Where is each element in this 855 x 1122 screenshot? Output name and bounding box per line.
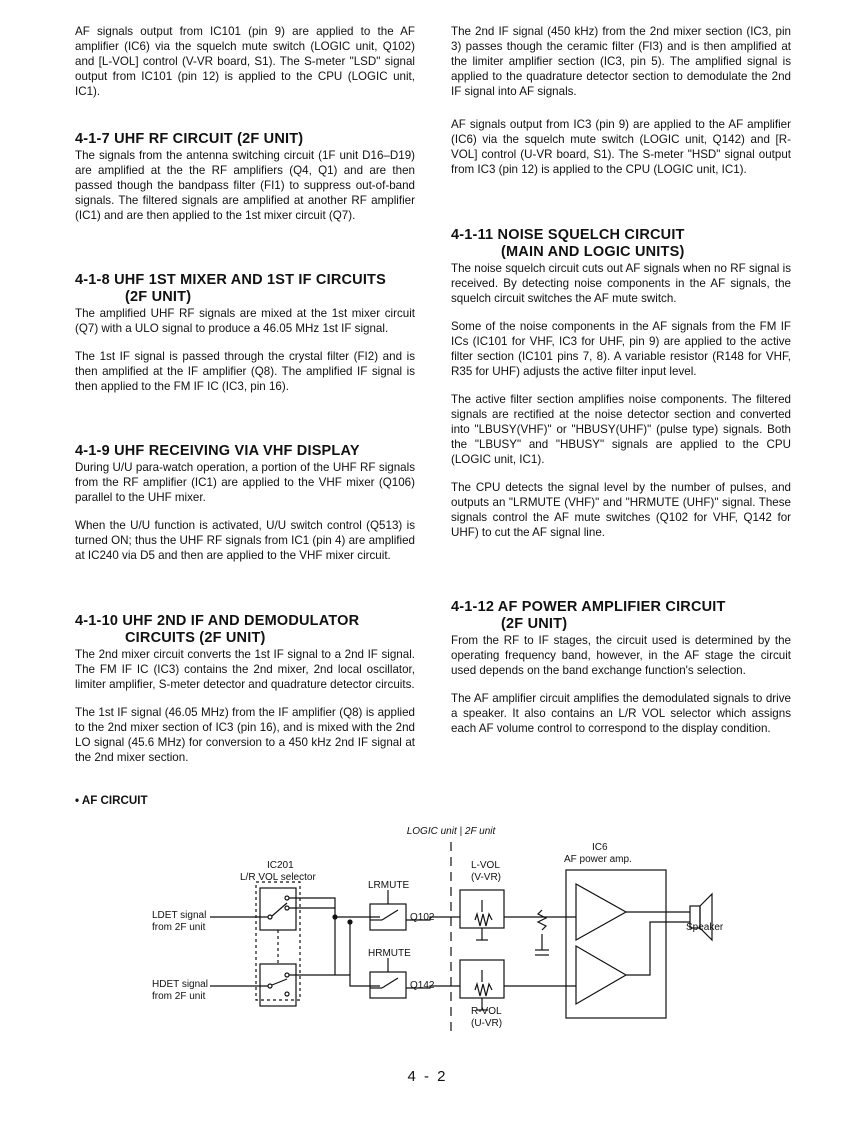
switch-contact <box>285 906 289 910</box>
hrmute-label: HRMUTE <box>368 948 411 959</box>
ic6-label: IC6 <box>592 842 608 853</box>
heading-line-2: CIRCUITS (2F UNIT) <box>125 630 266 646</box>
paragraph-text: Some of the noise components in the AF signals from the FM IF ICs (IC101 for VHF, IC3 for UHF, pin 9) are applied to the active filter section (IC101 pins 7, 8). A variable resistor (R148 for VHF, R35 for UHF) adjusts the active filter input level. <box>451 320 791 378</box>
section-4-1-7 <box>75 131 415 223</box>
section-heading <box>451 599 791 633</box>
paragraph-text: AF signals output from IC3 (pin 9) are applied to the AF amplifier (IC6) via the squelch mute switch (LOGIC unit, Q142) and [R-VOL] control (U-VR board, S1). The S-meter "HSD" signal output from IC3 (pin 12) is applied to the CPU (LOGIC unit, IC1). <box>451 118 791 176</box>
heading-line-2: (MAIN AND LOGIC UNITS) <box>501 244 685 260</box>
paragraph-text: From the RF to IF stages, the circuit used is determined by the operating frequency band, however, in the AF stage the circuit used depends on the band exchange function's selection. <box>451 634 791 677</box>
paragraph-text: The active filter section amplifies noise components. The filtered signals are rectified at the noise detector section and converted into "LBUSY(VHF)" or "HBUSY(UHF)" (pulse type) signals. Both the "LBUSY" and "HBUSY" signals are applied to the CPU (LOGIC unit, IC1). <box>451 393 791 466</box>
ldet-label-2: from 2F unit <box>152 922 206 933</box>
rvol-resistor <box>475 984 492 996</box>
switch-contact <box>285 973 289 977</box>
paragraph <box>451 24 791 99</box>
wire <box>289 975 380 986</box>
af-circuit-heading: • AF CIRCUIT <box>75 794 148 807</box>
heading-line-1: 4-1-12 AF POWER AMPLIFIER CIRCUIT <box>451 599 726 615</box>
paragraph-text: The AF amplifier circuit amplifies the demodulated signals to drive a speaker. It also contains an L/R VOL selector which assigns each AF volume control to correspond to the display condition. <box>451 692 791 735</box>
switch-contact <box>285 992 289 996</box>
ic201-desc: L/R VOL selector <box>240 872 316 883</box>
paragraph-text: The 2nd mixer circuit converts the 1st IF signal to a 2nd IF signal. The FM IF IC (IC3) contains the 2nd mixer, 2nd local oscillator, limiter amplifier, S-meter detector and quadrature detector circuits. <box>75 648 415 691</box>
bias-resistor <box>538 910 546 930</box>
switch-blade <box>272 903 287 916</box>
section-heading <box>75 272 415 306</box>
heading-line-1: 4-1-8 UHF 1ST MIXER AND 1ST IF CIRCUITS <box>75 272 386 288</box>
ic6-desc: AF power amp. <box>564 854 632 865</box>
lrmute-label: LRMUTE <box>368 880 410 891</box>
switch-contact <box>268 984 272 988</box>
hdet-label-2: from 2F unit <box>152 991 206 1002</box>
section-4-1-10 <box>75 613 415 765</box>
ic201-switch-top <box>260 888 296 930</box>
af-circuit-diagram <box>130 822 750 1037</box>
junction-dot <box>348 920 352 924</box>
ic6-outline <box>566 870 666 1018</box>
heading-line-2: (2F UNIT) <box>125 289 192 305</box>
section-4-1-11 <box>451 227 791 540</box>
amp-triangle-bottom <box>576 946 626 1004</box>
ic201-label: IC201 <box>267 860 294 871</box>
speaker-label: Speaker <box>686 922 724 933</box>
paragraph-text: The 2nd IF signal (450 kHz) from the 2nd mixer section (IC3, pin 3) passes though the ceramic filter (FI3) and is then amplified at the limiter amplifier section (IC3, pin 5). The amplified signal is applied to the quadrature detector section to demodulate the 2nd IF signal into AF signals. <box>451 25 791 98</box>
paragraph-text: The 1st IF signal is passed through the crystal filter (FI2) and is then amplified at the IF amplifier (Q8). The amplified IF signal is then applied to the FM IF IC (IC3, pin 16). <box>75 350 415 393</box>
paragraph <box>451 117 791 177</box>
heading-line-1: 4-1-10 UHF 2ND IF AND DEMODULATOR <box>75 613 360 629</box>
q142-switch <box>370 972 406 998</box>
section-4-1-12 <box>451 599 791 736</box>
q102-label: Q102 <box>410 912 435 923</box>
speaker-icon <box>700 894 712 940</box>
switch-contact <box>268 915 272 919</box>
section-heading: 4-1-9 UHF RECEIVING VIA VHF DISPLAY <box>75 443 360 459</box>
lvol-label-2: (V-VR) <box>471 872 501 883</box>
hdet-label: HDET signal <box>152 979 208 990</box>
paragraph-text: The signals from the antenna switching circuit (1F unit D16–D19) are amplified at the the RF amplifiers (Q4, Q1) and are then passed though the bandpass filter (FI1) to suppress out-of-band signals. The filtered signals are amplified at another RF amplifier (IC1) and are then applied to the 1st mixer circuit (Q7). <box>75 149 415 222</box>
heading-line-1: 4-1-11 NOISE SQUELCH CIRCUIT <box>451 227 685 243</box>
q142-label: Q142 <box>410 980 435 991</box>
switch-blade <box>272 979 287 985</box>
paragraph-text: The noise squelch circuit cuts out AF signals when no RF signal is received. By detecting noise components in the AF signals, the squelch circuit switches the AF mute switch. <box>451 262 791 305</box>
paragraph-text: When the U/U function is activated, U/U switch control (Q513) is turned ON; thus the UHF RF signals from IC1 (pin 4) are amplified at IC240 via D5 and then are applied to the VHF mixer circuit. <box>75 519 415 562</box>
switch-blade <box>382 910 398 920</box>
lvol-label: L-VOL <box>471 860 500 871</box>
paragraph-text: AF signals output from IC101 (pin 9) are applied to the AF amplifier (IC6) via the squelch mute switch (LOGIC unit, Q102) and [L-VOL] control (V-VR board, S1). The S-meter "LSD" signal output from IC101 (pin 12) is applied to the CPU (LOGIC unit, IC1). <box>75 25 415 98</box>
section-heading <box>75 613 415 647</box>
paragraph-text: The CPU detects the signal level by the number of pulses, and outputs an "LRMUTE (VHF)" and "HRMUTE (UHF)" signal. These signals control the AF mute switches (Q102 for VHF, Q142 for UHF) to cut the AF signal line. <box>451 481 791 539</box>
section-4-1-8 <box>75 272 415 394</box>
switch-contact <box>285 896 289 900</box>
amp-triangle-top <box>576 884 626 940</box>
ic201-switch-bottom <box>260 964 296 1006</box>
page-number: 4 - 2 <box>407 1068 448 1085</box>
switch-blade <box>382 978 398 988</box>
paragraph <box>75 24 415 99</box>
section-heading <box>451 227 791 261</box>
paragraph-text: During U/U para-watch operation, a portion of the UHF RF signals from the RF amplifier (IC1) are applied to the VHF mixer (Q106) parallel to the UHF mixer. <box>75 461 415 504</box>
junction-dot <box>333 915 337 919</box>
rvol-label-2: (U-VR) <box>471 1018 503 1029</box>
paragraph-text: The 1st IF signal (46.05 MHz) from the IF amplifier (Q8) is applied to the 2nd mixer section of IC3 (pin 16), and is mixed with the 2nd LO signal (45.6 MHz) for conversion to a 450 kHz 2nd IF signal at the 2nd mixer section. <box>75 706 415 764</box>
section-heading: 4-1-7 UHF RF CIRCUIT (2F UNIT) <box>75 131 304 147</box>
paragraph-text: The amplified UHF RF signals are mixed at the 1st mixer circuit (Q7) with a ULO signal to produce a 46.05 MHz 1st IF signal. <box>75 307 415 335</box>
lvol-resistor <box>475 914 492 926</box>
rvol-label: R-VOL <box>471 1006 502 1017</box>
section-4-1-9 <box>75 443 415 563</box>
unit-boundary-label: LOGIC unit | 2F unit <box>406 826 496 837</box>
heading-line-2: (2F UNIT) <box>501 616 568 632</box>
ldet-label: LDET signal <box>152 910 207 921</box>
speaker-wire <box>626 922 690 975</box>
